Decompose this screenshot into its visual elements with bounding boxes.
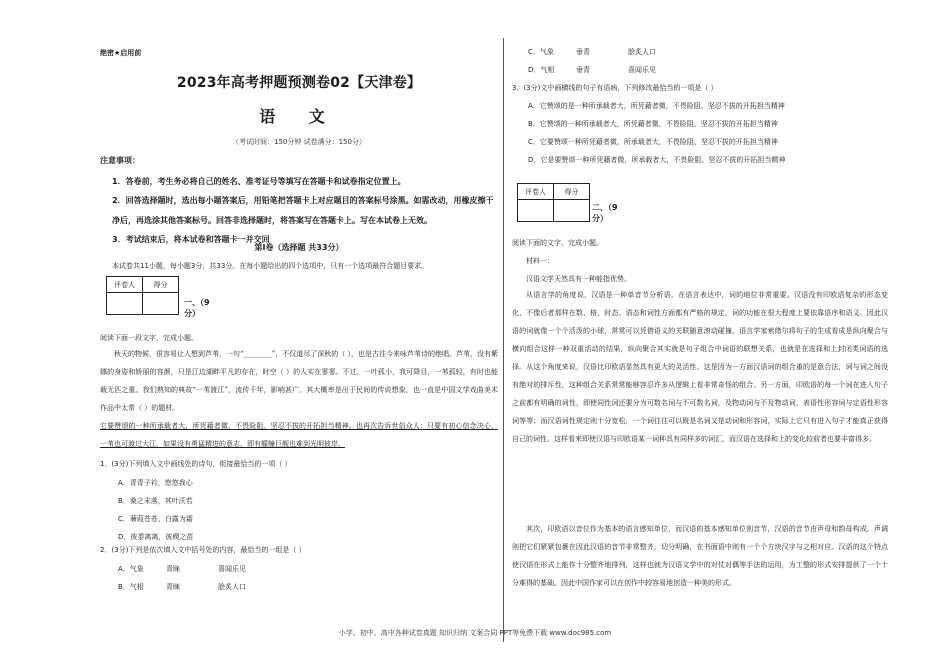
q2-c-word1: C．气象 (528, 48, 554, 56)
material-line-1: 汉语文学天然具有一种能指优势。 (526, 275, 631, 283)
instruction-one: 阅读下面一段文字，完成小题。 (100, 334, 198, 342)
subject-title: 语 文 (259, 107, 339, 126)
exam-info: （考试时间：150分钟 试卷满分：150分） (232, 138, 366, 146)
q1-option-b: B．桑之未落，其叶沃若 (118, 497, 193, 505)
score-header: 得分 (554, 184, 590, 200)
score-table-right (517, 183, 590, 222)
q1-option-d: D．彼黍离离，彼稷之苗 (118, 533, 194, 541)
q3-option-a: A．它赞颂的是一种所承载者大，所凭藉者微，不畏险阻、坚忍不拔的开拓担当精神 (528, 102, 785, 110)
column-divider (503, 38, 504, 642)
score-header: 得分 (143, 277, 179, 293)
passage-one-underlined: 它要赞颂的一种所承载者大，所凭藉者微，不畏险阻、坚忍不拔的开拓担当精神。也再次告诉世俗众人：只要有初心信念决心，一苇也可渡过大江，如果没有勇猛精进的意志，即有艨艟巨舰也难到光明彼岸。 (100, 422, 498, 448)
q2-option-d (528, 65, 656, 75)
q1-option-c: C．蒹葭苍苍，白露为霜 (118, 515, 193, 523)
section-desc: 本试卷共11小题，每小题3分，共33分。在每小题给出的四个选项中，只有一个选项最符合题目要求。 (112, 262, 429, 270)
q2-option-b (118, 582, 246, 592)
q3-option-d: D．它是要赞颂一种所凭藉者微，所承载者大，不畏险阻、坚忍不拔的开拓担当精神 (528, 156, 786, 164)
q1-option-a: A．青青子衿，悠悠我心 (118, 479, 193, 487)
q2-a-word1: A．气象 (118, 565, 144, 573)
reviewer-cell (518, 200, 554, 222)
page-title: 2023年高考押题预测卷02【天津卷】 (176, 75, 422, 91)
q2-option-a (118, 564, 246, 574)
passage-one: 秋天的物候，很容易让人想到芦苇，一句“________”，不仅道尽了深秋的（ ），也是古往今来咏芦苇诗的绝唱。芦苇，没有紫娜的身姿和娇丽的容颜，只是江边湖畔平凡的存在，时空（ ）的人实在寥寥。不过，一叶孤小，我可降目，一苇孤轻，有时也能载无匹之重。我们熟知的典故“一苇渡江”，流传千年，影响甚广。其大概率是出于民间的传说想象，也一直是中国文学戏曲美术作品中太常（ ）的题材。 (100, 350, 498, 412)
q3-option-c: C．它要赞颂一种所凭藉者微，所承载者大，不畏险阻、坚忍不拔的开拓担当精神 (528, 138, 778, 146)
page-footer: 小学、初中、高中各种试卷真题 知识归纳 文案合同 PPT等免费下载 www.doc985.com (338, 629, 612, 637)
reviewer-header: 评卷人 (518, 184, 554, 200)
question-1: 1．(3分)下列填入文中画线处的诗句，衔接最恰当的一项（ ） (100, 460, 292, 468)
note-2: 2．回答选择题时，选出每小题答案后，用铅笔把答题卡上对应题目的答案标号涂黑。如需改动，用橡皮擦干净后，再选涂其他答案标号。回答非选择题时，将答案写在答题卡上。写在本试卷上无效。 (112, 196, 494, 225)
question-2: 2．(3分)下列是依次填入文中括号处的内容，最恰当的一组是（ ） (100, 546, 306, 554)
q2-a-word2: 青睐 (166, 565, 180, 573)
q2-b-word3: 脍炙人口 (218, 583, 246, 591)
score-cell (143, 293, 179, 315)
q2-c-word3: 脍炙人口 (628, 48, 656, 56)
q2-option-c (528, 47, 656, 57)
score-table-left (106, 276, 179, 315)
material-label: 材料一： (526, 257, 554, 265)
q2-a-word3: 喜闻乐见 (218, 565, 246, 573)
q2-d-word2: 垂青 (576, 66, 590, 74)
q3-option-b: B．它赞颂的一种所承载者大，所凭藉者微，不畏险阻、坚忍不拔的开拓担当精神 (528, 120, 778, 128)
notes-title: 注意事项： (100, 156, 140, 165)
q2-d-word3: 喜闻乐见 (628, 66, 656, 74)
note-3: 3．考试结束后，将本试卷和答题卡一并交回 (112, 235, 270, 244)
section-title: 第Ⅰ卷（选择题 共33分） (254, 243, 344, 252)
confidential-label: 绝密★启用前 (100, 49, 142, 57)
q2-c-word2: 垂青 (576, 48, 590, 56)
q2-b-word1: B．气相 (118, 583, 144, 591)
q2-d-word1: D．气相 (528, 66, 555, 74)
reviewer-cell (107, 293, 143, 315)
question-3: 3．(3分)文中画横线的句子有语病，下列修改最恰当的一项是（ ） (512, 84, 718, 92)
material-para-1: 从语言学的角度说，汉语是一种单音节分析语，在语言表达中，词的地位非常重要。汉语没有印欧语复杂的形态变化，不像后者那样在数、格、时态、语态和词性方面都有严格的规定，词的功能在很大程度上要依靠语序和语义，因此汉语的词就像一个个活泼的小球，常常可以凭借语义的关联随意滚动碰撞。语言学家索绪尔将句子的生成看成是纵向聚合与横向组合这样一种双重活动的结果，纵向聚合其实就是句子组合中词语的联想关系，也就是在选择和上封闭类词语的选择。从这个角度来说，汉语比印欧语显然具有更大的灵活性。这是因为一方面汉语词的组合重的是意合法，词与词之间没有绝对的排斥性，这种组合关系常常能够容忍许多从逻辑上看非常奇怪的组合。另一方面，印欧语的每一个词在进入句子之前都有明确的词性，即使同性词还要分为可数名词与不可数名词，及物动词与不及物动词，表语性形容词与定语性形容词等等；而汉语词性规定则十分宽松，一个词往往可以既是名词又是动词和形容词，实际上它只有进入句子才能真正获得自己的词性。这样看来即使汉语与印欧语某一词种具有同样多的词汇，而汉语在选择和上的变化较前者也要丰富得多。 (512, 291, 888, 443)
material-para-2: 其次，印欧语以音位作为基本的语言感知单位，而汉语的基本感知单位则音节，汉语的音节由声母和韵母构成，声调则把它们紧紧包裹在因此汉语的音节非常整齐，切分明确，在书面语中则有一个个方块汉字与之相对应。汉语的这个特点使汉语在形式上能作十分整齐地排列，这样也就为汉语文学中的对仗对偶等手法的运用，为工整的形式安排提供了一个十分难得的基础。因此中国作家可以在创作中较容易地创造一种美的形式。 (512, 525, 888, 587)
score-cell (554, 200, 590, 222)
reviewer-header: 评卷人 (107, 277, 143, 293)
part-one-label: 一、（9分） (184, 298, 210, 318)
q2-b-word2: 青睐 (166, 583, 180, 591)
instruction-two: 阅读下面的文字，完成小题。 (512, 239, 603, 247)
part-two-label: 二、（9分） (592, 203, 618, 223)
note-1: 1．答卷前，考生务必将自己的姓名、准考证号等填写在答题卡和试卷指定位置上。 (112, 177, 406, 186)
